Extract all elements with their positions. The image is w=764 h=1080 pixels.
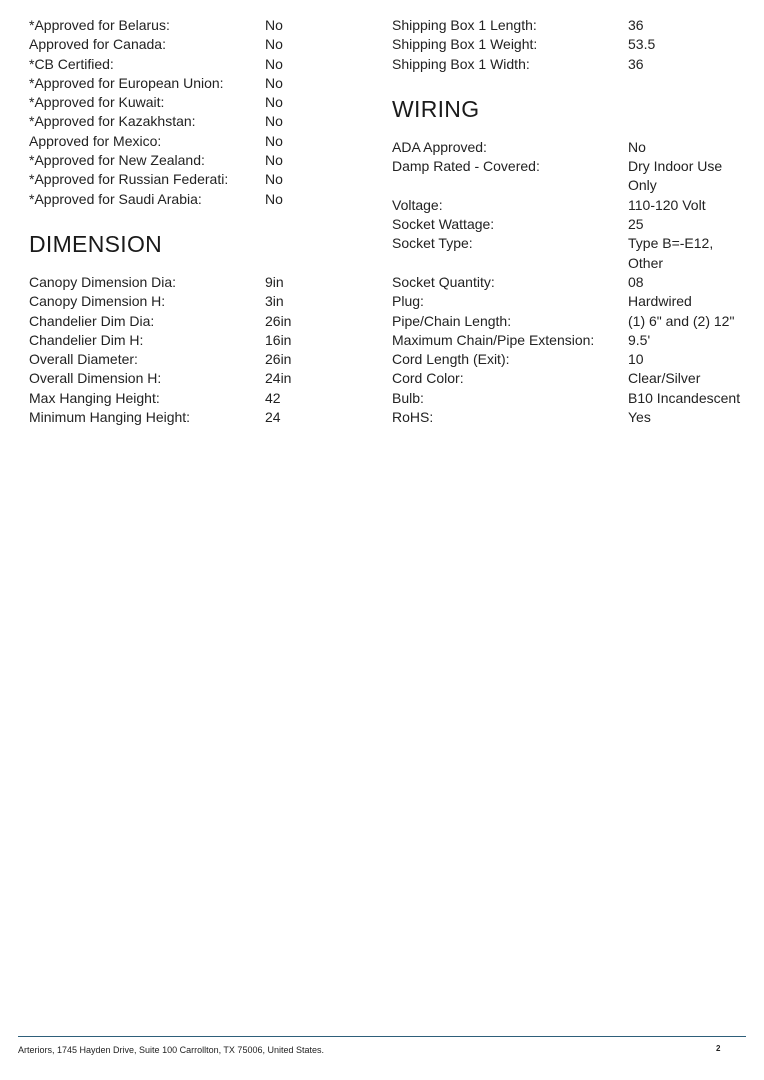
spec-label: Chandelier Dim Dia: xyxy=(29,312,155,329)
spec-value: No xyxy=(265,171,283,188)
spec-value: No xyxy=(265,94,283,111)
spec-label: Minimum Hanging Height: xyxy=(29,409,191,426)
spec-label: Overall Dimension H: xyxy=(29,370,162,387)
approvals-list xyxy=(29,16,349,209)
spec-label: Damp Rated - Covered: xyxy=(392,158,540,175)
page-number: 2 xyxy=(716,1044,721,1053)
spec-row xyxy=(29,273,349,292)
spec-value: 24 xyxy=(265,409,281,426)
spec-row xyxy=(392,16,752,35)
spec-row xyxy=(392,196,752,215)
spec-value: Clear/Silver xyxy=(628,370,701,387)
spec-value: 9in xyxy=(265,273,284,290)
spec-row xyxy=(392,215,752,234)
spec-row xyxy=(29,93,349,112)
spec-value: No xyxy=(265,36,283,53)
spec-label: Cord Color: xyxy=(392,370,464,387)
spec-value: No xyxy=(265,132,283,149)
spec-value: Dry Indoor Use Only xyxy=(628,158,723,194)
spec-label: *Approved for Belarus: xyxy=(29,17,170,33)
spec-label: Cord Length (Exit): xyxy=(392,351,510,368)
spec-row xyxy=(392,234,752,273)
spec-row xyxy=(392,389,752,408)
wiring-list xyxy=(392,138,752,427)
spec-value: 24in xyxy=(265,370,292,387)
spec-row xyxy=(29,369,349,388)
spec-value: B10 Incandescent xyxy=(628,389,741,406)
spec-value: 26in xyxy=(265,351,292,368)
spec-value: 3in xyxy=(265,293,284,310)
left-column xyxy=(29,16,349,427)
footer-address: Arteriors, 1745 Hayden Drive, Suite 100 Carrollton, TX 75006, United States. xyxy=(18,1045,324,1055)
spec-label: Shipping Box 1 Width: xyxy=(392,55,530,72)
spec-row xyxy=(392,55,752,74)
spec-row xyxy=(29,74,349,93)
spec-value: Yes xyxy=(628,409,651,426)
spec-value: 53.5 xyxy=(628,36,656,53)
spec-label: Canopy Dimension Dia: xyxy=(29,273,177,290)
spec-value: No xyxy=(265,74,283,91)
spec-row xyxy=(29,408,349,427)
spec-label: *Approved for European Union: xyxy=(29,74,224,91)
spec-label: *Approved for Kuwait: xyxy=(29,94,165,111)
spec-label: Chandelier Dim H: xyxy=(29,331,144,348)
spec-label: ADA Approved: xyxy=(392,138,487,155)
spec-label: Max Hanging Height: xyxy=(29,389,160,406)
spec-label: *Approved for Saudi Arabia: xyxy=(29,190,202,207)
spec-row xyxy=(29,389,349,408)
spec-label: Shipping Box 1 Weight: xyxy=(392,36,538,53)
spec-label: Socket Wattage: xyxy=(392,216,495,233)
spec-row xyxy=(392,312,752,331)
spec-label: Socket Quantity: xyxy=(392,273,495,290)
spec-value: (1) 6" and (2) 12" xyxy=(628,312,735,329)
spec-row xyxy=(29,16,349,35)
spec-label: Shipping Box 1 Length: xyxy=(392,17,537,33)
spec-value: 36 xyxy=(628,55,644,72)
spec-row xyxy=(29,35,349,54)
shipping-list xyxy=(392,16,752,74)
spec-label: Plug: xyxy=(392,293,424,310)
spec-label: Pipe/Chain Length: xyxy=(392,312,512,329)
spec-label: Overall Diameter: xyxy=(29,351,138,368)
spec-row xyxy=(392,331,752,350)
right-column xyxy=(392,16,752,427)
spec-row xyxy=(392,369,752,388)
spec-value: Hardwired xyxy=(628,293,692,310)
spec-value: 26in xyxy=(265,312,292,329)
spec-row xyxy=(29,170,349,189)
spec-value: 08 xyxy=(628,273,644,290)
spec-value: 16in xyxy=(265,331,292,348)
spec-value: 9.5' xyxy=(628,331,651,348)
spec-row xyxy=(29,132,349,151)
footer-divider xyxy=(18,1036,746,1037)
spec-value: No xyxy=(265,152,283,169)
spec-row xyxy=(392,350,752,369)
spec-row xyxy=(29,55,349,74)
spec-row xyxy=(29,292,349,311)
wiring-heading: WIRING xyxy=(392,95,480,122)
spec-value: 25 xyxy=(628,216,644,233)
spec-label: Voltage: xyxy=(392,196,443,213)
spec-row xyxy=(392,138,752,157)
spec-label: Canopy Dimension H: xyxy=(29,293,166,310)
spec-value: No xyxy=(628,138,646,155)
spec-row xyxy=(392,273,752,292)
spec-label: *Approved for Russian Federati: xyxy=(29,171,229,188)
spec-row xyxy=(29,112,349,131)
spec-label: Maximum Chain/Pipe Extension: xyxy=(392,331,595,348)
spec-row xyxy=(392,157,752,196)
spec-label: RoHS: xyxy=(392,409,434,426)
spec-value: No xyxy=(265,113,283,130)
spec-row xyxy=(392,408,752,427)
spec-row xyxy=(29,350,349,369)
spec-value: Type B=-E12, Other xyxy=(628,235,714,271)
spec-label: Approved for Mexico: xyxy=(29,132,162,149)
spec-row xyxy=(29,331,349,350)
spec-value: 110-120 Volt xyxy=(628,196,706,213)
spec-value: 42 xyxy=(265,389,281,406)
spec-row xyxy=(392,35,752,54)
spec-value: No xyxy=(265,55,283,72)
spec-label: Socket Type: xyxy=(392,235,473,252)
spec-label: *CB Certified: xyxy=(29,55,114,72)
dimension-heading: DIMENSION xyxy=(29,230,163,257)
spec-row xyxy=(392,292,752,311)
spec-row xyxy=(29,190,349,209)
spec-label: *Approved for Kazakhstan: xyxy=(29,113,196,130)
spec-label: *Approved for New Zealand: xyxy=(29,152,205,169)
spec-row xyxy=(29,151,349,170)
spec-value: No xyxy=(265,190,283,207)
spec-value: 10 xyxy=(628,351,644,368)
spec-label: Bulb: xyxy=(392,389,424,406)
spec-row xyxy=(29,312,349,331)
spec-value: 36 xyxy=(628,17,644,33)
spec-label: Approved for Canada: xyxy=(29,36,166,53)
dimension-list xyxy=(29,273,349,427)
spec-value: No xyxy=(265,17,283,33)
